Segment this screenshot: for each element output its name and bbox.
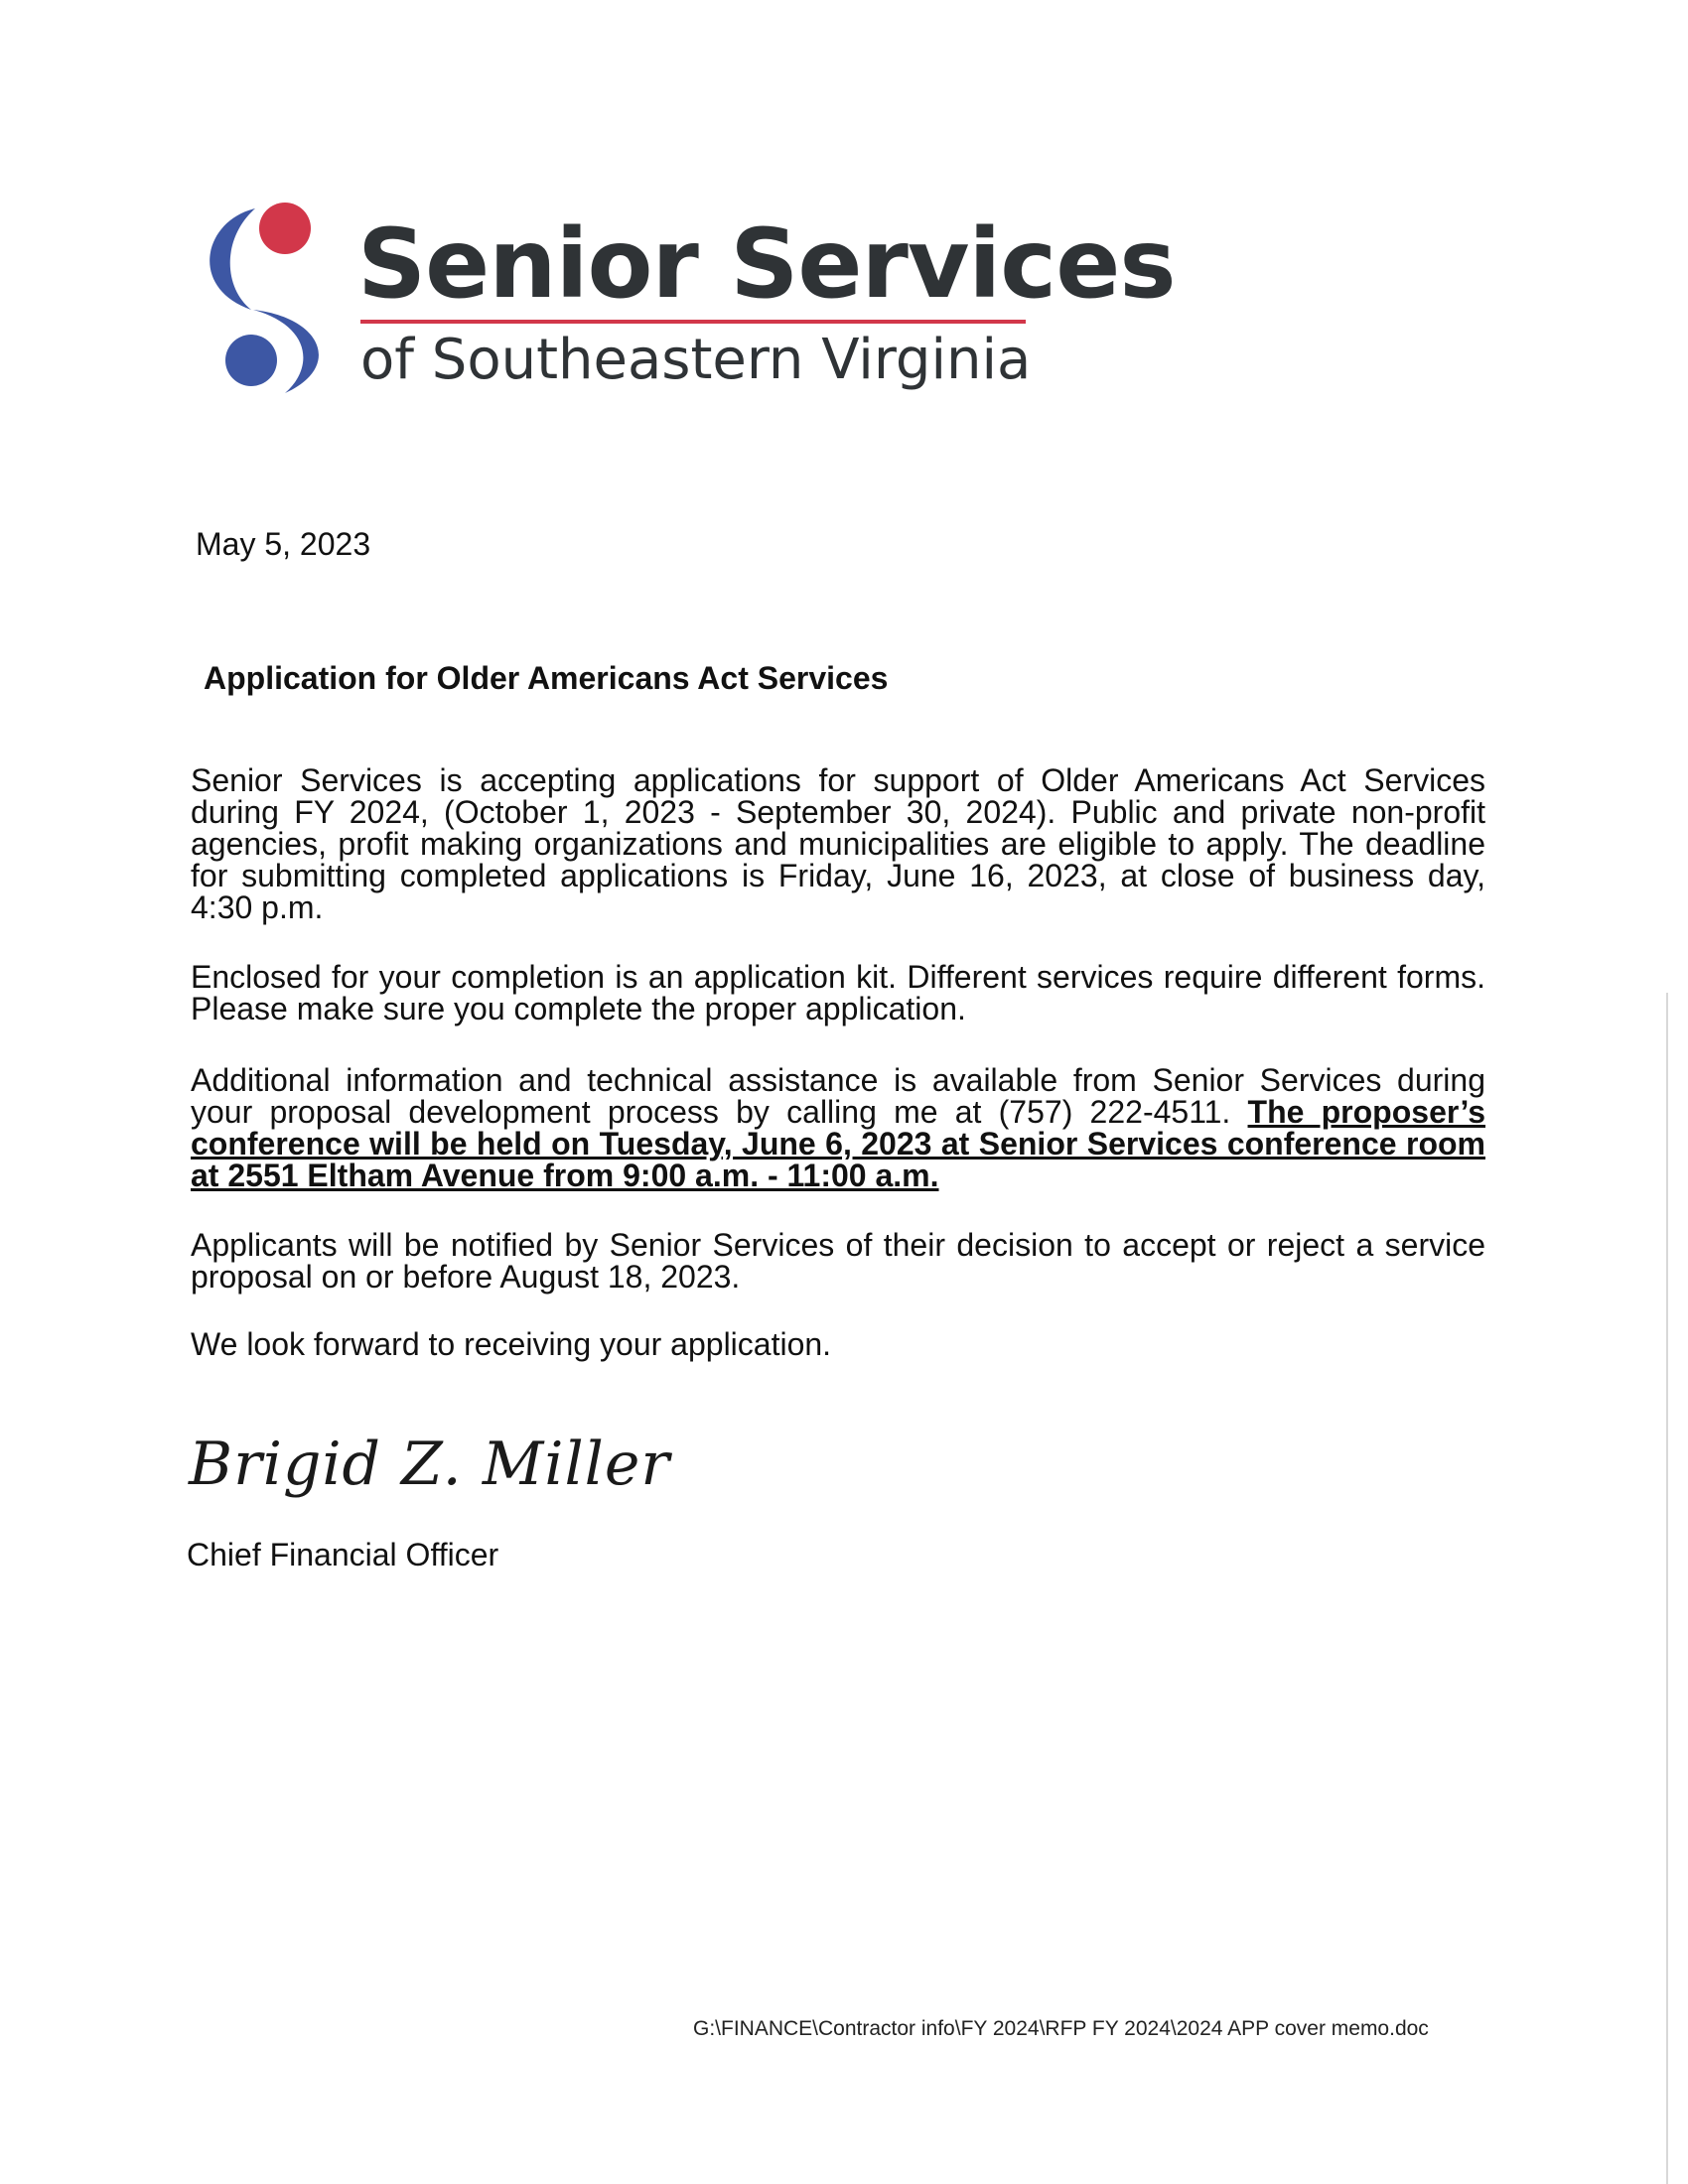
logo-divider bbox=[360, 320, 1026, 324]
signature-text: Brigid Z. Miller bbox=[189, 1430, 671, 1499]
letter-date: May 5, 2023 bbox=[196, 526, 371, 562]
handwritten-signature bbox=[189, 1430, 705, 1529]
paragraph-applications: Senior Services is accepting applications for support of Older Americans Act Services during FY 2024, (October 1, 2023 - September 30, 2024). Public and private non-profit agencies, profit making organizations and municipalities are eligible to apply. The deadline for submitting completed applications is Friday, June 16, 2023, at close of business day, 4:30 p.m. bbox=[191, 762, 1485, 925]
paragraph-application-kit: Enclosed for your completion is an application kit. Different services require different forms. Please make sure you complete the proper application. bbox=[191, 959, 1485, 1026]
paragraph-notification: Applicants will be notified by Senior Services of their decision to accept or reject a service proposal on or before August 18, 2023. bbox=[191, 1227, 1485, 1295]
paragraph-closing: We look forward to receiving your application. bbox=[191, 1326, 832, 1362]
conference-notice: The proposer’s conference will be held on Tuesday, June 6, 2023 at Senior Services conference room at 2551 Eltham Avenue from 9:00 a.m. - 11:00 a.m. bbox=[191, 1094, 1486, 1193]
logo-title: Senior Services bbox=[357, 208, 1176, 320]
assistance-text: Additional information and technical assistance is available from Senior Services during your proposal development process by calling me at (757) 222-4511. bbox=[191, 1062, 1485, 1130]
organization-logo bbox=[194, 199, 1176, 397]
document-file-path: G:\FINANCE\Contractor info\FY 2024\RFP FY 2024\2024 APP cover memo.doc bbox=[693, 2017, 1429, 2040]
signer-title: Chief Financial Officer bbox=[187, 1537, 499, 1572]
paragraph-technical-assistance bbox=[191, 1064, 1485, 1191]
letter-subject: Application for Older Americans Act Services bbox=[204, 660, 889, 696]
logo-s-mark-icon bbox=[194, 199, 343, 397]
scan-edge-line bbox=[1666, 993, 1668, 2184]
logo-subtitle: of Southeastern Virginia bbox=[360, 328, 1032, 392]
